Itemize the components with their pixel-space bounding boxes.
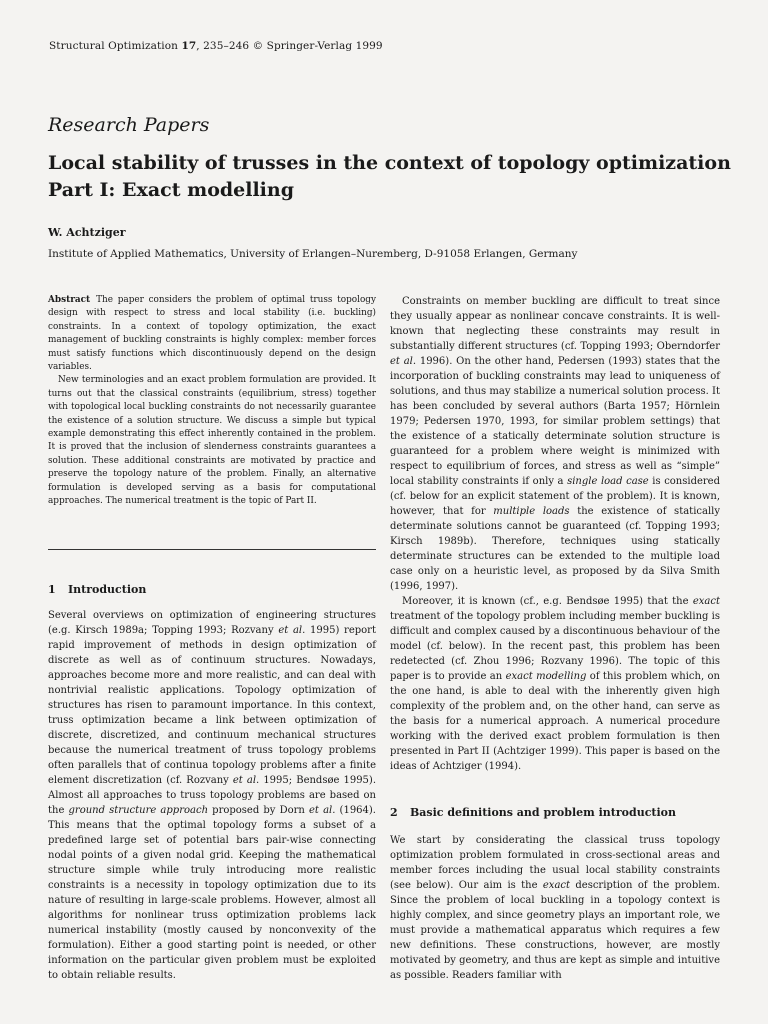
journal-volume: 17 xyxy=(181,40,197,52)
right-column-text xyxy=(390,294,720,774)
section-2-paragraph: We start by considerating the classical truss topology optimization problem formulated in cross-sectional areas and member forces including the usual local stability constraints (see below). Our aim is the exact description of the problem. Since the problem of local buckling in a topology context is highly complex, and since geometry plays an important role, we must provide a mathematical apparatus which requires a few new definitions. These constructions, however, are mostly motivated by geometry, and thus are kept as simple and intuitive as possible. Readers familiar with xyxy=(390,835,720,981)
section-1-heading xyxy=(48,583,146,596)
right-paragraph-1: Constraints on member buckling are difficult to treat since they usually appear as nonlinear concave constraints. It is well-known that neglecting these constraints may result in substantially different structures (cf. Topping 1993; Oberndorfer et al. 1996). On the other hand, Pedersen (1993) states that the incorporation of buckling constraints may lead to uniqueness of solutions, and thus may stabilize a numerical solution process. It has been concluded by several authors (Barta 1957; Hörnlein 1979; Pedersen 1970, 1993, for similar problem settings) that the existence of a statically determinate solution structure is guaranteed for a problem where weight is minimized with respect to equilibrium of forces, and stress as well as “simple” local stability constraints if only a single load case is considered (cf. below for an explicit statement of the problem). It is known, however, that for multiple loads the existence of statically determinate solutions cannot be guaranteed (cf. Topping 1993; Kirsch 1989b). Therefore, techniques using statically determinate structures can be extended to the multiple load case only on a heuristic level, as proposed by da Silva Smith (1996, 1997). xyxy=(390,296,720,592)
section-1-title: Introduction xyxy=(68,583,147,596)
section-1-number: 1 xyxy=(48,583,56,596)
paper-title xyxy=(48,150,748,204)
abstract-divider xyxy=(48,549,376,550)
title-line-1: Local stability of trusses in the context of topology optimization xyxy=(48,152,731,174)
abstract-text-1: The paper considers the problem of optimal truss topology design with respect to stress and local stability (i.e. buckling) constraints. In a context of topology optimization, the exact management of buckling constraints is highly complex: member forces must satisfy functions which discontinuously depend on the design variables. xyxy=(48,295,376,373)
author: W. Achtziger xyxy=(48,226,126,239)
introduction-text xyxy=(48,608,376,983)
section-2-heading xyxy=(390,806,676,819)
abstract-label: Abstract xyxy=(48,295,91,305)
title-line-2: Part I: Exact modelling xyxy=(48,179,294,201)
abstract-paragraph-1 xyxy=(48,294,376,374)
journal-pages: , 235–246 © Springer-Verlag 1999 xyxy=(196,40,383,52)
abstract-paragraph-2: New terminologies and an exact problem formulation are provided. It turns out that the classical constraints (equilibrium, stress) together with topological local buckling constraints do not necessarily guarantee the existence of a solution structure. We discuss a simple but typical example demonstrating this effect inherently contained in the problem. It is proved that the inclusion of slenderness constraints guarantees a solution. These additional constraints are motivated by practice and preserve the topology nature of the problem. Finally, an alternative formulation is developed serving as a basis for computational approaches. The numerical treatment is the topic of Part II. xyxy=(48,375,376,507)
abstract xyxy=(48,294,376,509)
section-2-number: 2 xyxy=(390,806,398,819)
section-2-title: Basic definitions and problem introduction xyxy=(410,806,676,819)
journal-header xyxy=(49,40,383,52)
right-paragraph-2: Moreover, it is known (cf., e.g. Bendsøe 1995) that the exact treatment of the topology problem including member buckling is difficult and complex caused by a discontinuous behaviour of the model (cf. below). In the recent past, this problem has been redetected (cf. Zhou 1996; Rozvany 1996). The topic of this paper is to provide an exact modelling of this problem which, on the one hand, is able to deal with the inherently given high complexity of the problem and, on the other hand, can serve as the basis for a numerical approach. A numerical procedure working with the derived exact problem formulation is then presented in Part II (Achtziger 1999). This paper is based on the ideas of Achtziger (1994). xyxy=(390,596,720,772)
journal-name: Structural Optimization xyxy=(49,40,179,52)
affiliation: Institute of Applied Mathematics, University of Erlangen–Nuremberg, D-91058 Erlangen, Germany xyxy=(48,248,578,260)
section-label: Research Papers xyxy=(48,114,210,136)
section-2-text xyxy=(390,833,720,983)
intro-paragraph: Several overviews on optimization of engineering structures (e.g. Kirsch 1989a; Topping 1993; Rozvany et al. 1995) report rapid improvement of methods in design optimization of discrete as well as of continuum structures. Nowadays, approaches become more and more realistic, and can deal with nontrivial realistic applications. Topology optimization of structures has risen to paramount importance. In this context, truss optimization became a link between optimization of discrete, discretized, and continuum mechanical structures because the numerical treatment of truss topology problems often parallels that of continua topology problems after a finite element discretization (cf. Rozvany et al. 1995; Bendsøe 1995). Almost all approaches to truss topology problems are based on the ground structure approach proposed by Dorn et al. (1964). This means that the optimal topology forms a subset of a predefined large set of potential bars pair-wise connecting nodal points of a given nodal grid. Keeping the mathematical structure simple while truly introducing more realistic constraints is a necessity in topology optimization due to its nature of resulting in large-scale problems. However, almost all algorithms for nonlinear truss optimization problems lack numerical instability (mostly caused by nonconvexity of the formulation). Either a good starting point is needed, or other information on the particular given problem must be exploited to obtain reliable results. xyxy=(48,610,376,981)
